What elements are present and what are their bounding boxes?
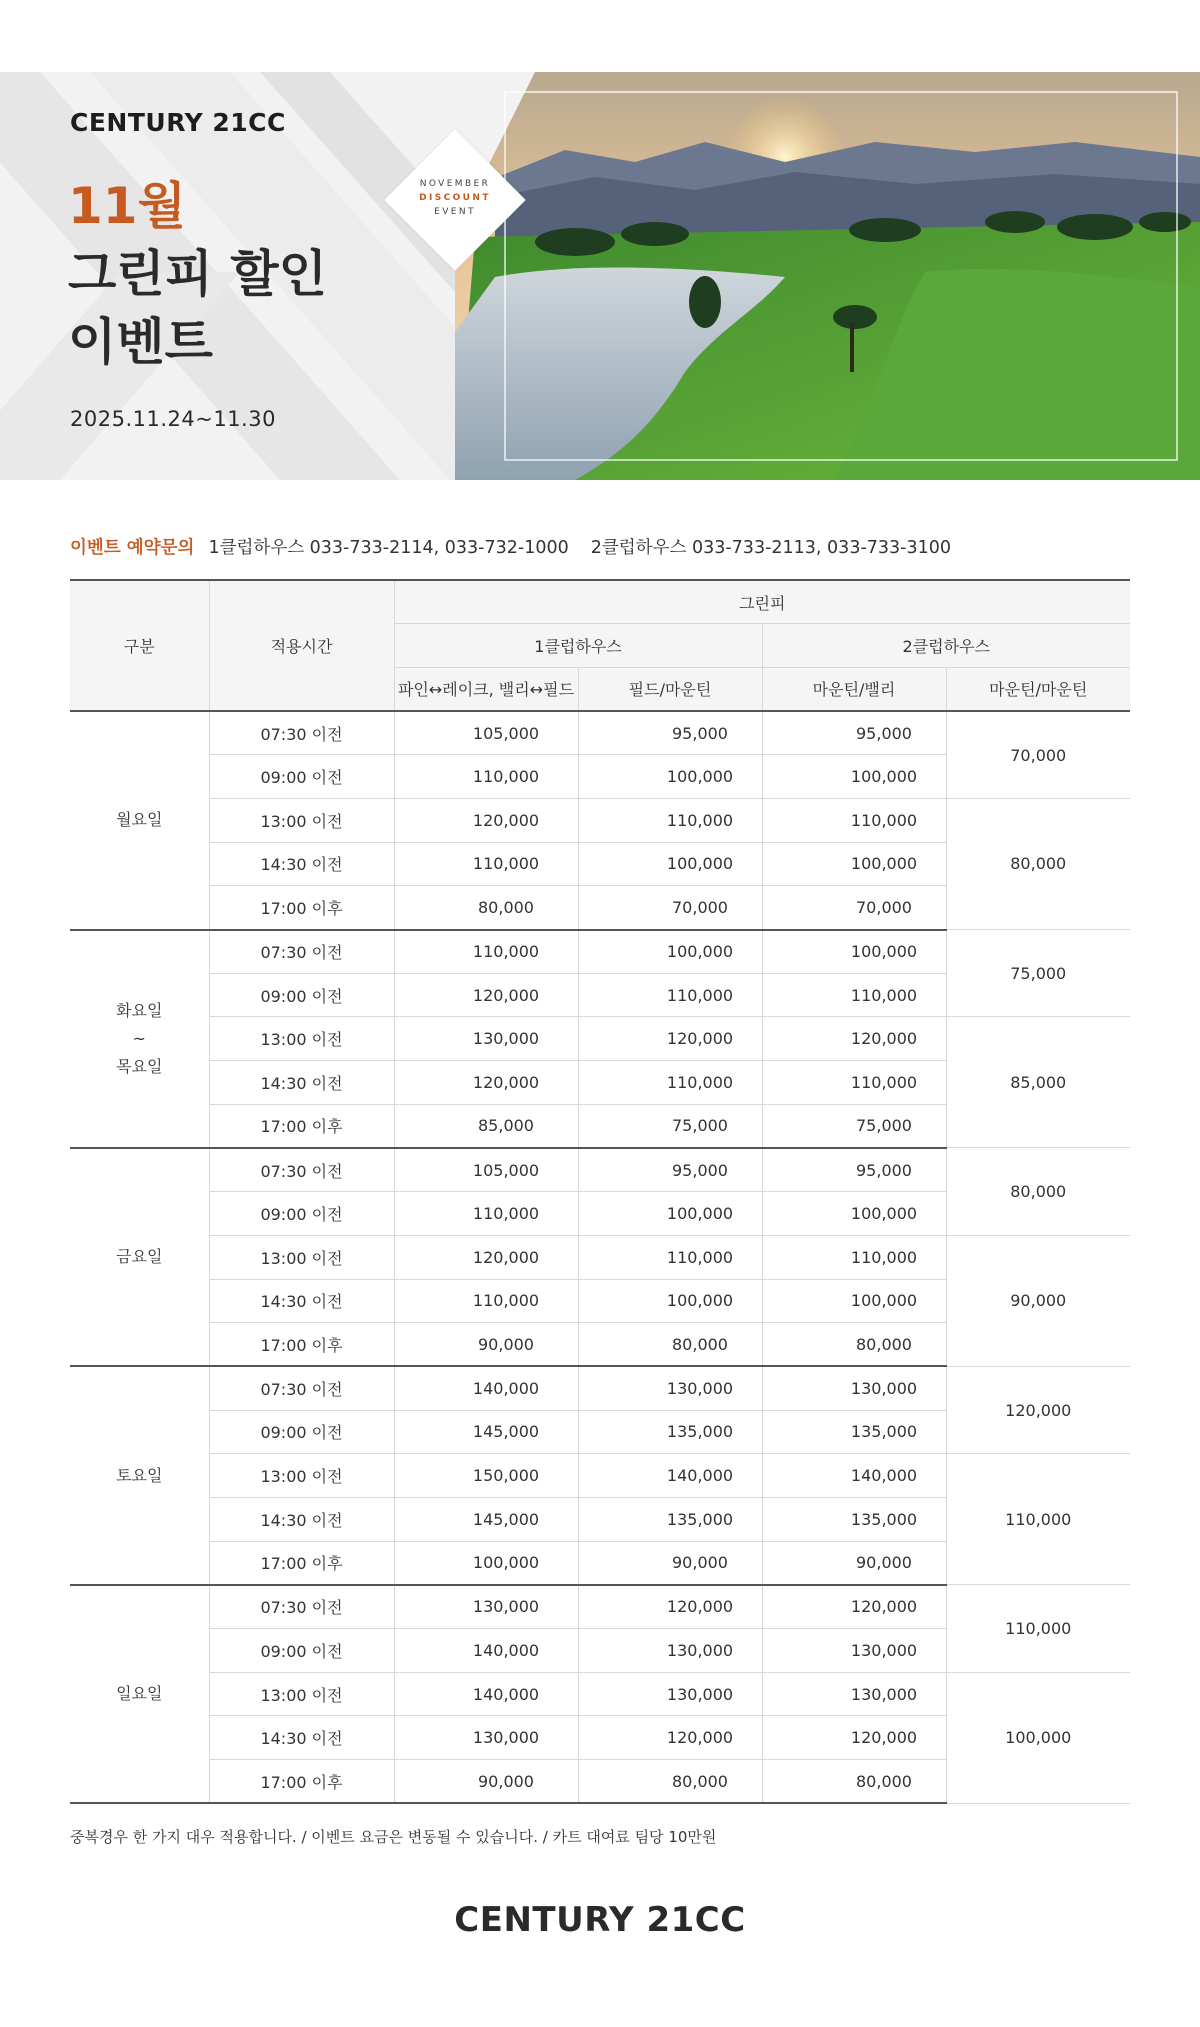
- event-title-line3: 이벤트: [68, 313, 213, 371]
- header-category: 구분: [70, 580, 209, 711]
- time-label: 17:00 이후: [209, 1104, 394, 1148]
- fee-cell: 130,000: [578, 1366, 762, 1410]
- fee-cell: 140,000: [394, 1629, 578, 1673]
- fee-cell: 95,000: [578, 1148, 762, 1192]
- event-date: 2025.11.24~11.30: [70, 407, 276, 431]
- fee-cell: 80,000: [578, 1323, 762, 1367]
- fee-cell: 120,000: [762, 1585, 946, 1629]
- table-row: [70, 1585, 1130, 1629]
- fee-cell: 110,000: [394, 842, 578, 886]
- fee-cell: 120,000: [762, 1017, 946, 1061]
- fee-cell: 120,000: [578, 1017, 762, 1061]
- header-club1: 1클럽하우스: [394, 624, 762, 668]
- fee-cell: 130,000: [578, 1629, 762, 1673]
- table-row: [70, 1454, 1130, 1498]
- header-greenfee: 그린피: [394, 580, 1130, 624]
- fee-cell-mountain-late: 90,000: [946, 1235, 1130, 1366]
- fee-cell-mountain-late: 85,000: [946, 1017, 1130, 1148]
- golf-course-photo: [455, 72, 1200, 480]
- time-label: 13:00 이전: [209, 1454, 394, 1498]
- fee-cell: 140,000: [394, 1672, 578, 1716]
- time-label: 07:30 이전: [209, 1585, 394, 1629]
- fee-cell: 120,000: [394, 973, 578, 1017]
- fee-cell: 135,000: [578, 1410, 762, 1454]
- reservation-contact: [70, 534, 951, 559]
- fee-cell: 110,000: [394, 755, 578, 799]
- fee-cell: 80,000: [578, 1760, 762, 1804]
- fee-cell: 100,000: [578, 842, 762, 886]
- badge-line-event: EVENT: [434, 207, 476, 217]
- fee-cell: 130,000: [394, 1716, 578, 1760]
- time-label: 09:00 이전: [209, 1192, 394, 1236]
- fee-cell: 140,000: [578, 1454, 762, 1498]
- fee-cell: 80,000: [762, 1323, 946, 1367]
- time-label: 07:30 이전: [209, 1148, 394, 1192]
- fee-cell: 85,000: [394, 1104, 578, 1148]
- contact-label: 이벤트 예약문의: [70, 538, 195, 558]
- time-label: 17:00 이후: [209, 1541, 394, 1585]
- time-label: 09:00 이전: [209, 1410, 394, 1454]
- event-title: [68, 172, 327, 376]
- event-badge-text: [398, 177, 512, 219]
- fee-cell: 140,000: [762, 1454, 946, 1498]
- header-club2: 2클럽하우스: [762, 624, 1130, 668]
- day-group: [70, 1148, 1130, 1366]
- fee-cell: 100,000: [762, 842, 946, 886]
- contact-club2: 2클럽하우스 033-733-2113, 033-733-3100: [590, 538, 952, 558]
- fee-cell: 110,000: [394, 1192, 578, 1236]
- fee-cell: 130,000: [762, 1629, 946, 1673]
- fee-cell-mountain-early: 80,000: [946, 1148, 1130, 1235]
- fee-cell: 110,000: [578, 1061, 762, 1105]
- header-course-mountain-mountain: 마운틴/마운틴: [946, 667, 1130, 711]
- day-label: 화요일 ~ 목요일: [70, 930, 209, 1148]
- header-course-pine-lake: 파인↔레이크, 밸리↔필드: [394, 667, 578, 711]
- fee-cell: 120,000: [762, 1716, 946, 1760]
- fee-cell: 95,000: [762, 1148, 946, 1192]
- fee-cell: 100,000: [394, 1541, 578, 1585]
- header-course-mountain-valley: 마운틴/밸리: [762, 667, 946, 711]
- time-label: 13:00 이전: [209, 1672, 394, 1716]
- fee-cell-mountain-late: 80,000: [946, 798, 1130, 929]
- time-label: 13:00 이전: [209, 798, 394, 842]
- time-label: 17:00 이후: [209, 1760, 394, 1804]
- day-group: [70, 1585, 1130, 1803]
- fee-cell: 110,000: [762, 1235, 946, 1279]
- table-row: [70, 1235, 1130, 1279]
- fee-cell: 120,000: [394, 1061, 578, 1105]
- fee-cell: 135,000: [578, 1497, 762, 1541]
- header-course-field-mountain: 필드/마운틴: [578, 667, 762, 711]
- table-row: [70, 1672, 1130, 1716]
- fee-cell: 120,000: [394, 798, 578, 842]
- time-label: 14:30 이전: [209, 1061, 394, 1105]
- fee-cell: 150,000: [394, 1454, 578, 1498]
- fee-cell: 100,000: [762, 755, 946, 799]
- time-label: 14:30 이전: [209, 1497, 394, 1541]
- fee-cell: 100,000: [762, 930, 946, 974]
- fee-cell: 130,000: [394, 1017, 578, 1061]
- fee-cell: 120,000: [394, 1235, 578, 1279]
- fee-cell-mountain-late: 110,000: [946, 1454, 1130, 1585]
- time-label: 07:30 이전: [209, 711, 394, 755]
- day-group: [70, 711, 1130, 929]
- table-row: [70, 930, 1130, 974]
- fee-cell: 70,000: [578, 886, 762, 930]
- fee-cell: 100,000: [762, 1279, 946, 1323]
- time-label: 07:30 이전: [209, 930, 394, 974]
- fee-cell: 80,000: [394, 886, 578, 930]
- fee-cell: 135,000: [762, 1497, 946, 1541]
- time-label: 09:00 이전: [209, 1629, 394, 1673]
- fee-cell: 95,000: [762, 711, 946, 755]
- day-label: 토요일: [70, 1366, 209, 1584]
- hero-banner: [0, 72, 1200, 480]
- fee-cell: 105,000: [394, 711, 578, 755]
- time-label: 14:30 이전: [209, 842, 394, 886]
- time-label: 17:00 이후: [209, 886, 394, 930]
- event-title-line2: 그린피 할인: [68, 245, 327, 303]
- fee-cell: 130,000: [394, 1585, 578, 1629]
- fee-cell: 110,000: [762, 973, 946, 1017]
- fee-cell: 145,000: [394, 1410, 578, 1454]
- fee-cell: 100,000: [762, 1192, 946, 1236]
- fee-cell: 90,000: [578, 1541, 762, 1585]
- fee-cell: 75,000: [762, 1104, 946, 1148]
- fee-cell: 110,000: [394, 1279, 578, 1323]
- fee-cell: 100,000: [578, 1192, 762, 1236]
- time-label: 09:00 이전: [209, 755, 394, 799]
- fee-cell: 145,000: [394, 1497, 578, 1541]
- fee-cell: 105,000: [394, 1148, 578, 1192]
- fee-cell: 110,000: [578, 973, 762, 1017]
- footnote: 중복경우 한 가지 대우 적용합니다. / 이벤트 요금은 변동될 수 있습니다. / 카트 대여료 팀당 10만원: [70, 1828, 717, 1846]
- time-label: 09:00 이전: [209, 973, 394, 1017]
- fee-cell: 100,000: [578, 1279, 762, 1323]
- table-row: [70, 798, 1130, 842]
- time-label: 07:30 이전: [209, 1366, 394, 1410]
- day-group: [70, 930, 1130, 1148]
- fee-cell: 130,000: [762, 1672, 946, 1716]
- fee-cell: 95,000: [578, 711, 762, 755]
- fee-cell-mountain-early: 120,000: [946, 1366, 1130, 1453]
- time-label: 17:00 이후: [209, 1323, 394, 1367]
- day-label: 금요일: [70, 1148, 209, 1366]
- day-label: 일요일: [70, 1585, 209, 1803]
- header-time: 적용시간: [209, 580, 394, 711]
- brand-logo-top: CENTURY 21CC: [70, 108, 286, 137]
- table-row: [70, 1148, 1130, 1192]
- badge-line-discount: DISCOUNT: [419, 193, 491, 203]
- fee-cell: 120,000: [578, 1585, 762, 1629]
- fee-cell: 80,000: [762, 1760, 946, 1804]
- badge-line-november: NOVEMBER: [419, 179, 491, 189]
- contact-club1: 1클럽하우스 033-733-2114, 033-732-1000: [208, 538, 569, 558]
- day-group: [70, 1366, 1130, 1584]
- fee-cell: 90,000: [762, 1541, 946, 1585]
- fee-cell: 110,000: [578, 1235, 762, 1279]
- fee-cell-mountain-early: 70,000: [946, 711, 1130, 798]
- fee-cell: 135,000: [762, 1410, 946, 1454]
- time-label: 14:30 이전: [209, 1716, 394, 1760]
- time-label: 13:00 이전: [209, 1235, 394, 1279]
- fee-cell: 90,000: [394, 1323, 578, 1367]
- time-label: 14:30 이전: [209, 1279, 394, 1323]
- time-label: 13:00 이전: [209, 1017, 394, 1061]
- fee-cell: 130,000: [762, 1366, 946, 1410]
- fee-cell: 110,000: [578, 798, 762, 842]
- fee-cell: 70,000: [762, 886, 946, 930]
- fee-cell: 120,000: [578, 1716, 762, 1760]
- fee-cell: 75,000: [578, 1104, 762, 1148]
- event-title-month: 11월: [68, 177, 186, 235]
- fee-cell: 100,000: [578, 755, 762, 799]
- greenfee-table: [70, 579, 1130, 1804]
- brand-logo-bottom: CENTURY 21CC: [454, 1900, 746, 1940]
- fee-cell-mountain-early: 110,000: [946, 1585, 1130, 1672]
- fee-cell: 110,000: [394, 930, 578, 974]
- table-row: [70, 1366, 1130, 1410]
- fee-cell: 90,000: [394, 1760, 578, 1804]
- fee-cell: 110,000: [762, 1061, 946, 1105]
- fee-cell: 100,000: [578, 930, 762, 974]
- fee-cell: 140,000: [394, 1366, 578, 1410]
- table-row: [70, 1017, 1130, 1061]
- day-label: 월요일: [70, 711, 209, 929]
- table-row: [70, 711, 1130, 755]
- fee-cell-mountain-early: 75,000: [946, 930, 1130, 1017]
- fee-cell: 130,000: [578, 1672, 762, 1716]
- fee-cell-mountain-late: 100,000: [946, 1672, 1130, 1803]
- fee-cell: 110,000: [762, 798, 946, 842]
